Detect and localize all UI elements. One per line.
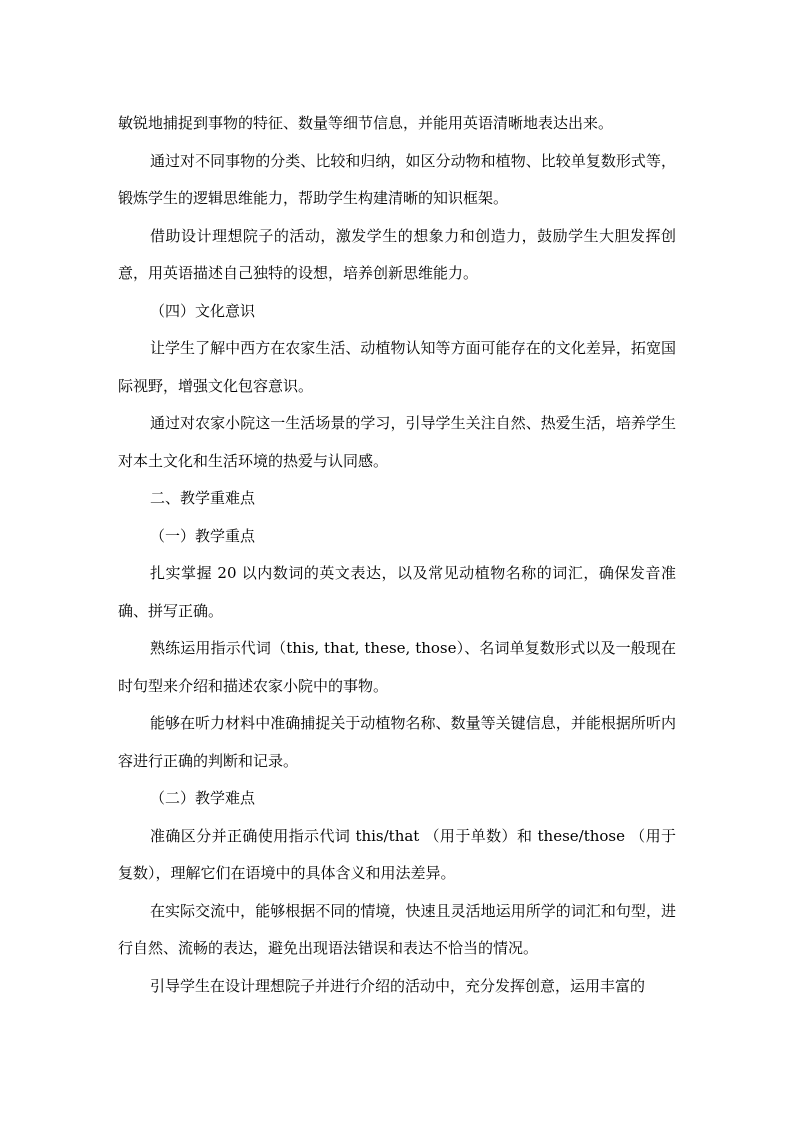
paragraph-local-culture: 通过对农家小院这一生活场景的学习，引导学生关注自然、热爱生活，培养学生对本土文化和生活环境的热爱与认同感。 (118, 414, 676, 470)
paragraph-design-yard: 引导学生在设计理想院子并进行介绍的活动中，充分发挥创意，运用丰富的 (150, 976, 646, 995)
section-heading-cultural-awareness: （四）文化意识 (150, 301, 256, 320)
paragraph-flexible-usage: 在实际交流中，能够根据不同的情境，快速且灵活地运用所学的词汇和句型，进行自然、流畅的表达，避免出现语法错误和表达不恰当的情况。 (118, 901, 676, 957)
section-heading-key-difficult-points: 二、教学重难点 (150, 489, 256, 507)
section-heading-key-points: （一）教学重点 (150, 526, 256, 545)
document-body (118, 105, 676, 1005)
paragraph-creative-thinking: 借助设计理想院子的活动，激发学生的想象力和创造力，鼓励学生大胆发挥创意，用英语描述自己独特的设想，培养创新思维能力。 (118, 226, 676, 282)
paragraph-continued: 敏锐地捕捉到事物的特征、数量等细节信息，并能用英语清晰地表达出来。 (118, 114, 614, 132)
paragraph-this-that-these-those: 准确区分并正确使用指示代词 this/that （用于单数）和 these/those （用于复数），理解它们在语境中的具体含义和用法差异。 (118, 826, 676, 882)
paragraph-listening: 能够在听力材料中准确捕捉关于动植物名称、数量等关键信息，并能根据所听内容进行正确的判断和记录。 (118, 714, 676, 770)
paragraph-cultural-difference: 让学生了解中西方在农家生活、动植物认知等方面可能存在的文化差异，拓宽国际视野，增强文化包容意识。 (118, 339, 676, 395)
paragraph-logic-thinking: 通过对不同事物的分类、比较和归纳，如区分动物和植物、比较单复数形式等，锻炼学生的逻辑思维能力，帮助学生构建清晰的知识框架。 (118, 151, 676, 207)
section-heading-difficult-points: （二）教学难点 (150, 789, 256, 807)
paragraph-demonstrative-pronouns: 熟练运用指示代词（this, that, these, those）、名词单复数形式以及一般现在时句型来介绍和描述农家小院中的事物。 (118, 639, 676, 695)
paragraph-numbers-vocabulary: 扎实掌握 20 以内数词的英文表达，以及常见动植物名称的词汇，确保发音准确、拼写正确。 (118, 564, 676, 620)
